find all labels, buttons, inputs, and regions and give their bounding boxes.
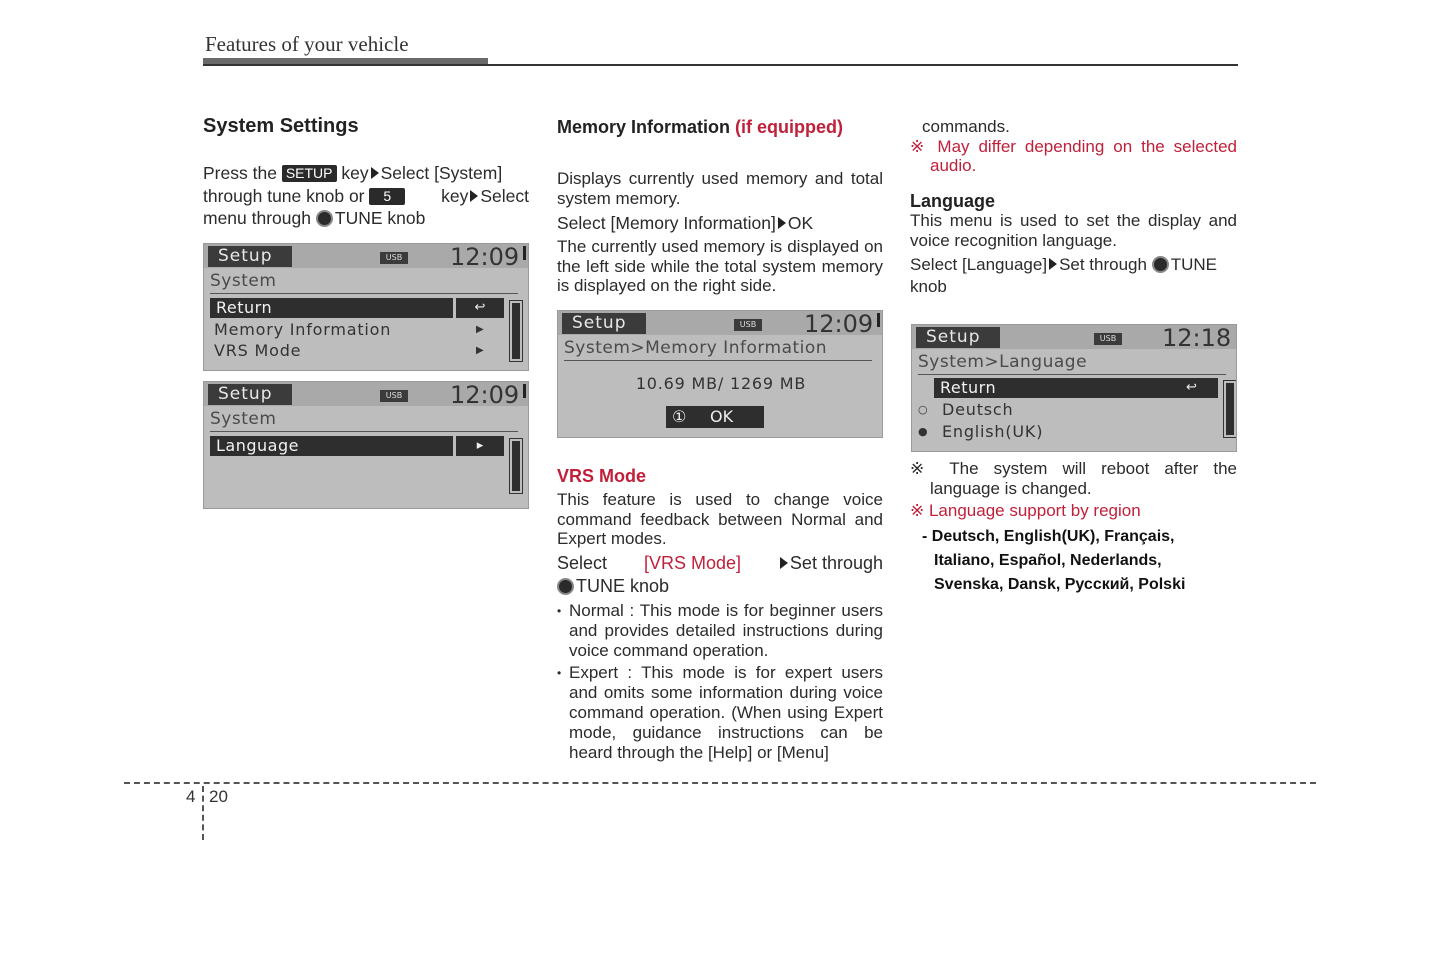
return-icon: ↩ [456, 298, 504, 318]
radio-selected-icon: ● [918, 425, 929, 438]
screen-path: System [210, 271, 277, 291]
if-equipped-label: (if equipped) [735, 117, 844, 137]
language-option-deutsch[interactable]: Deutsch [942, 400, 1014, 419]
language-option-english-uk[interactable]: English(UK) [942, 422, 1044, 441]
setup-key-icon: SETUP [282, 165, 337, 182]
column-memory-vrs [557, 117, 883, 296]
ok-label: OK [710, 407, 734, 426]
continued-text: commands. [922, 117, 1010, 136]
scrollbar[interactable] [510, 439, 522, 493]
screen-clock: 12:09 [804, 310, 874, 338]
screen-clock: 12:09 [450, 243, 520, 271]
section-heading-vrs-mode: VRS Mode [557, 466, 647, 486]
radio-unselected-icon: ○ [918, 403, 929, 416]
chapter-number: 4 [186, 787, 196, 806]
language-description: This menu is used to set the display and voice recognition language. [910, 211, 1237, 250]
arrow-right-icon [778, 217, 786, 229]
scrollbar[interactable] [510, 301, 522, 361]
ok-button[interactable] [666, 406, 764, 428]
arrow-right-icon [470, 190, 478, 202]
system-settings-instructions: Press the SETUP key Select [System] through tune knob or 5 key Select menu through TUNE knob [203, 163, 529, 228]
chevron-right-icon: ▶ [476, 345, 484, 356]
bullet-icon: • [557, 665, 562, 680]
screen-path: System [210, 409, 277, 429]
menu-item-language-selected[interactable]: Language [210, 436, 453, 456]
note-may-differ: ※ May differ depending on the selected audio. [910, 137, 1237, 175]
chevron-right-icon: ▶ [476, 324, 484, 335]
usb-icon: USB [1094, 333, 1122, 345]
memory-select-instruction: Select [Memory Information] OK [557, 213, 814, 233]
arrow-right-icon [1049, 258, 1057, 270]
menu-item-vrs-mode[interactable]: VRS Mode [214, 341, 302, 360]
bullet-expert-mode: • Expert : This mode is for expert users and omits some information during voice command operation. (When using Expert mode, guidance instructions can be heard through the [Help] or [Menu] [557, 662, 883, 762]
screen-clock: 12:18 [1162, 324, 1232, 352]
note-reboot: ※ The system will reboot after the language is changed. [910, 459, 1237, 498]
column-system-settings [203, 116, 529, 230]
screen-title: Setup [916, 327, 1000, 348]
menu-item-memory-information[interactable]: Memory Information [214, 320, 392, 339]
lcd-screen-language [911, 324, 1237, 452]
vrs-description: This feature is used to change voice command feedback between Normal and Expert modes. [557, 490, 883, 548]
screen-title: Setup [562, 313, 646, 334]
section-heading-memory-information: Memory Information [557, 117, 731, 137]
tune-knob-icon [557, 578, 574, 595]
language-select-instruction: Select [Language] Set through TUNE knob [910, 255, 1217, 296]
note-language-support: ※ Language support by region [910, 501, 1141, 520]
memory-display-description: The currently used memory is displayed on the left side while the total system memory is displayed on the right side. [557, 237, 883, 295]
usb-icon: USB [734, 319, 762, 331]
scrollbar[interactable] [1224, 381, 1236, 437]
section-heading-language: Language [910, 191, 996, 211]
column-language [910, 117, 1237, 298]
bullet-icon: • [557, 603, 562, 618]
key-5-icon: 5 [369, 188, 405, 205]
screen-title: Setup [208, 246, 292, 267]
page-number: 20 [209, 787, 228, 806]
header-title: Features of your vehicle [205, 32, 409, 56]
screen-title: Setup [208, 384, 292, 405]
language-notes [910, 459, 1237, 597]
section-heading-system-settings: System Settings [203, 115, 359, 137]
chevron-right-icon: ▸ [456, 436, 504, 456]
return-icon: ↩ [1186, 380, 1197, 395]
supported-languages-list: - Deutsch, English(UK), Français, Italiano, Español, Nederlands, Svenska, Dansk, Русский, Polski [922, 528, 1186, 593]
screen-path: System>Language [918, 352, 1088, 372]
arrow-right-icon [780, 557, 788, 569]
lcd-screen-system-menu [203, 243, 529, 371]
footer-divider [202, 786, 204, 840]
usb-icon: USB [380, 252, 408, 264]
tune-knob-icon [1152, 256, 1169, 273]
vrs-section: VRS Mode This feature is used to change voice command feedback between Normal and Expert modes. Select [VRS Mode] Set through TUNE knob • Normal : This mode is for beginner users and provides detailed instructions during voice command operation. • Expert : This mode is for expert users and omits some information during voice command operation. (When using Expert mode, guidance instructions can be heard through the [Help] or [Menu] [557, 466, 883, 762]
ok-number-icon: ① [672, 407, 687, 426]
memory-usage-value: 10.69 MB/ 1269 MB [635, 374, 807, 393]
screen-path: System>Memory Information [564, 338, 828, 358]
arrow-right-icon [371, 167, 379, 179]
tune-knob-icon [316, 210, 333, 227]
header-rule [203, 64, 1238, 66]
memory-description: Displays currently used memory and total system memory. [557, 169, 883, 208]
screen-clock: 12:09 [450, 381, 520, 409]
vrs-select-instruction: Select [VRS Mode] Set through [557, 552, 883, 573]
footer-rule [124, 782, 1316, 784]
bullet-normal-mode: • Normal : This mode is for beginner users and provides detailed instructions during voice command operation. [557, 600, 883, 660]
menu-item-return-selected[interactable]: Return [210, 298, 453, 318]
usb-icon: USB [380, 390, 408, 402]
menu-item-return-selected[interactable]: Return [934, 378, 1218, 398]
lcd-screen-language-menu [203, 381, 529, 509]
lcd-screen-memory-information [557, 310, 883, 438]
